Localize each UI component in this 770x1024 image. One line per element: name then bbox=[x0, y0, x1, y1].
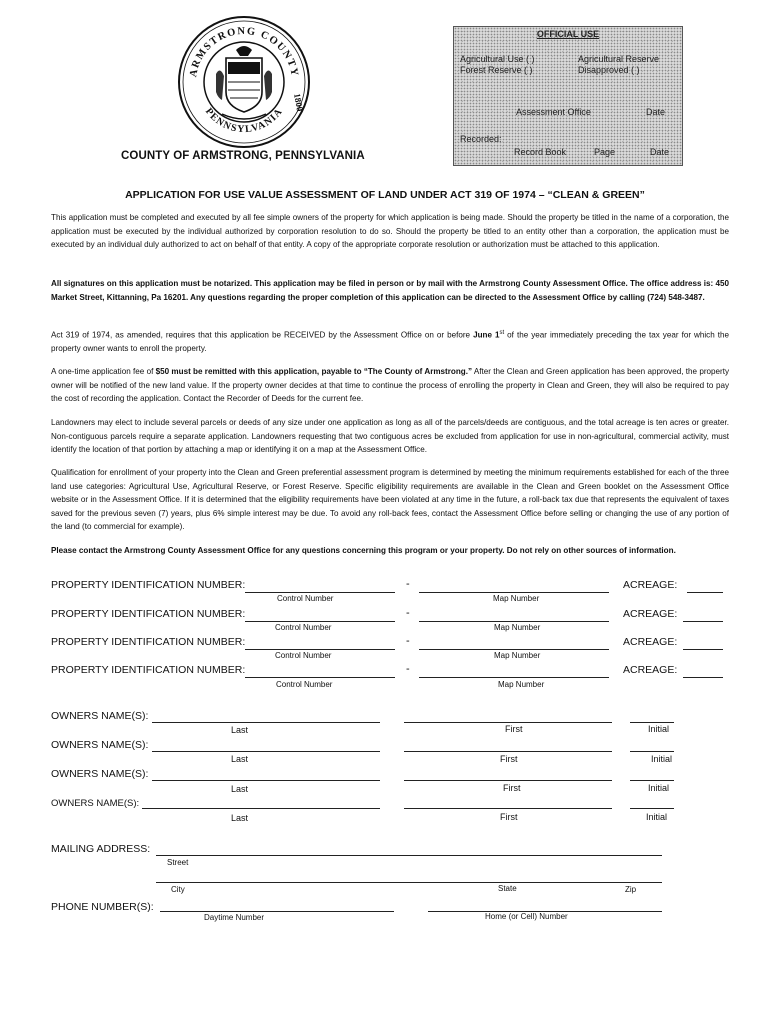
date-field: Date bbox=[646, 107, 666, 117]
pin-row bbox=[51, 634, 731, 664]
seal-bottom-text: PENNSYLVANIA bbox=[202, 106, 286, 136]
last-label: Last bbox=[231, 784, 249, 794]
owners-name-label: OWNERS NAME(S): bbox=[51, 768, 149, 780]
owner-last-field[interactable] bbox=[142, 808, 380, 809]
owner-last-field[interactable] bbox=[152, 780, 380, 781]
owner-initial-field[interactable] bbox=[630, 808, 674, 809]
control-number-field[interactable] bbox=[245, 592, 395, 593]
zip-label: Zip bbox=[625, 885, 637, 894]
initial-label: Initial bbox=[648, 724, 670, 734]
recorded-label: Recorded: bbox=[460, 134, 502, 144]
acreage-label: ACREAGE: bbox=[623, 608, 678, 620]
map-number-label: Map Number bbox=[494, 623, 541, 632]
pin-label: PROPERTY IDENTIFICATION NUMBER: bbox=[51, 579, 246, 591]
assessment-office-field: Assessment Office bbox=[516, 107, 591, 117]
pin-dash: - bbox=[406, 663, 410, 675]
control-number-label: Control Number bbox=[275, 623, 332, 632]
control-number-label: Control Number bbox=[276, 680, 333, 689]
street-label: Street bbox=[167, 858, 189, 867]
seal-year: 1800 bbox=[292, 92, 306, 113]
owner-first-field[interactable] bbox=[404, 780, 612, 781]
acreage-label: ACREAGE: bbox=[623, 636, 678, 648]
fee-text-rest: After the Clean and Green application has been approved, the property owner will be notified of the new land value. If the property owner decides at that time to continue the process of enrolling the property in Clean and Green, they will also be required to pay the cost of recording the application. Contact the Recorder of Deeds for the current fee. bbox=[51, 367, 730, 403]
city-state-zip-field[interactable] bbox=[156, 882, 662, 883]
county-title: COUNTY OF ARMSTRONG, PENNSYLVANIA bbox=[121, 150, 365, 162]
agricultural-use-field: Agricultural Use ( ) bbox=[460, 54, 535, 64]
pin-row bbox=[51, 662, 731, 692]
seal-top-text: ARMSTRONG COUNTY bbox=[188, 25, 300, 79]
acreage-label: ACREAGE: bbox=[623, 579, 678, 591]
owners-name-label: OWNERS NAME(S): bbox=[51, 710, 149, 722]
first-label: First bbox=[500, 754, 518, 764]
first-label: First bbox=[503, 783, 521, 793]
owner-last-field[interactable] bbox=[152, 751, 380, 752]
first-label: First bbox=[505, 724, 523, 734]
pin-label: PROPERTY IDENTIFICATION NUMBER: bbox=[51, 608, 246, 620]
last-label: Last bbox=[231, 754, 249, 764]
state-label: State bbox=[498, 884, 517, 893]
pin-label: PROPERTY IDENTIFICATION NUMBER: bbox=[51, 664, 246, 676]
phone-numbers-label: PHONE NUMBER(S): bbox=[51, 901, 154, 913]
last-label: Last bbox=[231, 725, 249, 735]
deadline-text-rest: of the year immediately preceding the tax year for which the property owner wants to enroll the property. bbox=[51, 330, 729, 354]
paragraph-deadline bbox=[51, 327, 729, 356]
control-number-field[interactable] bbox=[245, 649, 395, 650]
owner-initial-field[interactable] bbox=[630, 751, 674, 752]
page-field: Page bbox=[594, 147, 616, 157]
official-use-title: OFFICIAL USE bbox=[536, 29, 600, 39]
initial-label: Initial bbox=[646, 812, 668, 822]
control-number-field[interactable] bbox=[245, 621, 395, 622]
control-number-field[interactable] bbox=[245, 677, 395, 678]
fee-text: A one-time application fee of bbox=[51, 367, 156, 376]
owners-name-label: OWNERS NAME(S): bbox=[51, 739, 149, 751]
official-use-box bbox=[453, 26, 683, 166]
owners-name-label: OWNERS NAME(S): bbox=[51, 798, 140, 809]
first-label: First bbox=[500, 812, 518, 822]
initial-label: Initial bbox=[651, 754, 673, 764]
initial-label: Initial bbox=[648, 783, 670, 793]
city-label: City bbox=[171, 885, 185, 894]
daytime-phone-field[interactable] bbox=[160, 911, 394, 912]
pin-row bbox=[51, 606, 731, 636]
map-number-label: Map Number bbox=[494, 651, 541, 660]
last-label: Last bbox=[231, 813, 249, 823]
acreage-label: ACREAGE: bbox=[623, 664, 678, 676]
control-number-label: Control Number bbox=[277, 594, 334, 603]
map-number-field[interactable] bbox=[419, 649, 609, 650]
home-cell-number-label: Home (or Cell) Number bbox=[485, 912, 568, 921]
map-number-field[interactable] bbox=[419, 621, 609, 622]
owner-initial-field[interactable] bbox=[630, 722, 674, 723]
pin-label: PROPERTY IDENTIFICATION NUMBER: bbox=[51, 636, 246, 648]
map-number-label: Map Number bbox=[493, 594, 540, 603]
pin-dash: - bbox=[406, 578, 410, 590]
mailing-address-label: MAILING ADDRESS: bbox=[51, 843, 151, 855]
pin-row bbox=[51, 577, 731, 607]
deadline-date-suffix: st bbox=[499, 330, 505, 336]
street-field[interactable] bbox=[156, 855, 662, 856]
paragraph-qualification: Qualification for enrollment of your property into the Clean and Green preferential assessment program is determined by meeting the minimum requirements established for each of the three land use categories: Agricultural Use, Agricultural Reserve, or Forest Reserve. Specific eligibility requirements are available in the Clean and Green booklet on the Assessment Office website or in the Assessment Office. If it is determined that the eligibility requirements have been violated at any time in the future, a roll-back tax due that represents the equivalent of taxes saved for the previous seven (7) years, plus 6% simple interest may be due. To avoid any roll-back fees, contact the Assessment Office before selling or changing the use of any portion of the land (to commercial for example). bbox=[51, 468, 729, 531]
deadline-text: Act 319 of 1974, as amended, requires that this application be RECEIVED by the Assessment Office on or before bbox=[51, 330, 474, 340]
owner-last-field[interactable] bbox=[152, 722, 380, 723]
control-number-label: Control Number bbox=[275, 651, 332, 660]
map-number-field[interactable] bbox=[419, 677, 609, 678]
record-book-field: Record Book bbox=[514, 147, 567, 157]
owner-first-field[interactable] bbox=[404, 751, 612, 752]
record-date-field: Date bbox=[650, 147, 670, 157]
forest-reserve-field: Forest Reserve ( ) bbox=[460, 65, 533, 75]
acreage-field[interactable] bbox=[683, 677, 723, 678]
pin-dash: - bbox=[406, 607, 410, 619]
deadline-date: June 1 bbox=[473, 330, 500, 340]
owner-first-field[interactable] bbox=[404, 808, 612, 809]
paragraph-execution: This application must be completed and executed by all fee simple owners of the property for which application is being made. Should the property be titled in the name of a corporation, the application must be executed by the individual authorized by corporation resolution to do so. Should the property be titled to an entity other than a corporation, the application must be executed by an individual duly authorized to act on behalf of that entity. A copy of the appropriate corporate resolution or authorization must be attached to this application. bbox=[51, 213, 729, 249]
map-number-field[interactable] bbox=[419, 592, 609, 593]
pin-dash: - bbox=[406, 635, 410, 647]
acreage-field[interactable] bbox=[683, 649, 723, 650]
paragraph-fee bbox=[51, 365, 729, 406]
paragraph-notarized bbox=[51, 277, 729, 304]
daytime-number-label: Daytime Number bbox=[204, 913, 265, 922]
county-seal bbox=[176, 14, 312, 150]
acreage-field[interactable] bbox=[683, 621, 723, 622]
map-number-label: Map Number bbox=[498, 680, 545, 689]
agricultural-reserve-field: Agricultural Reserve bbox=[578, 54, 660, 64]
application-title: APPLICATION FOR USE VALUE ASSESSMENT OF LAND UNDER ACT 319 OF 1974 – “CLEAN & GREEN” bbox=[125, 189, 645, 201]
paragraph-parcels: Landowners may elect to include several parcels or deeds of any size under one application as long as all of the parcels/deeds are contiguous, and the total acreage is ten acres or greater. Non-contiguous parcels require a separate application. Landowners requesting that two contiguous acres be excluded from application for use in non-agricultural, commercial activity, must identify the location of that portion by attaching a map or identifying it on a map at the Assessment Office. bbox=[51, 418, 729, 454]
owner-first-field[interactable] bbox=[404, 722, 612, 723]
paragraph-contact: Please contact the Armstrong County Assessment Office for any questions concerning this program or your property. Do not rely on other sources of information. bbox=[51, 546, 676, 555]
fee-amount: $50 must be remitted with this application, payable to “The County of Armstrong.” bbox=[155, 367, 473, 376]
notarized-text: All signatures on this application must be notarized. This application may be filed in person or by mail with the Armstrong County Assessment Office. The office address is: 450 Market Street, Kittanning, Pa 16201. Any questions regarding the proper completion of this application can be directed to the Assessment Office by calling (724) 548-3487. bbox=[51, 279, 729, 302]
disapproved-field: Disapproved ( ) bbox=[578, 65, 640, 75]
owner-initial-field[interactable] bbox=[630, 780, 674, 781]
acreage-field[interactable] bbox=[687, 592, 723, 593]
